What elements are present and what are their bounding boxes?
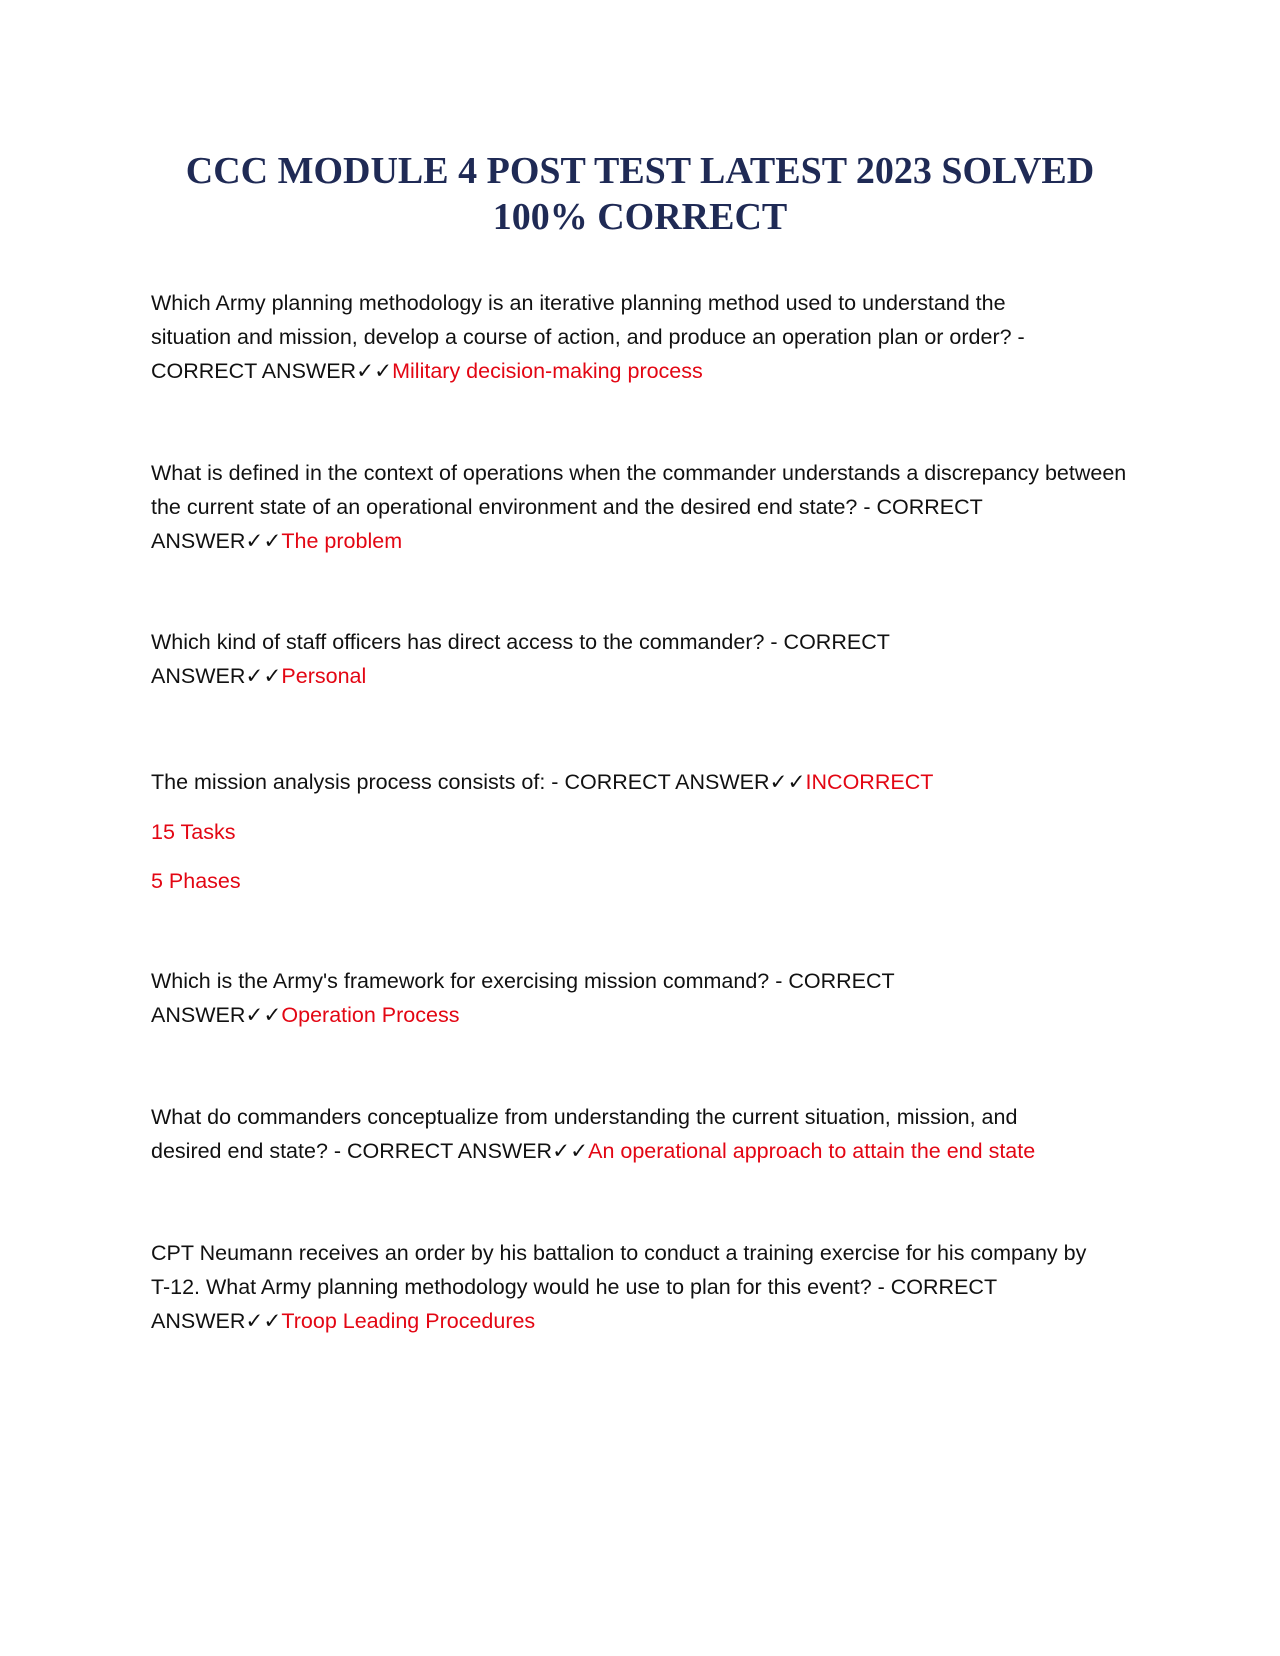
check-icon: ✓✓ bbox=[245, 1309, 282, 1333]
question-text: Which kind of staff officers has direct access to the commander? - bbox=[151, 630, 784, 654]
answer-text: Personal bbox=[281, 664, 367, 688]
qa-item-4 bbox=[151, 765, 1141, 799]
question-text: What is defined in the context of operations when the commander understands a discrepancy between the current state of an operational environment and the desired end state? - bbox=[151, 461, 1127, 519]
answer-text: Operation Process bbox=[281, 1003, 460, 1027]
title-line-1: CCC MODULE 4 POST TEST LATEST 2023 SOLVED bbox=[185, 150, 1095, 192]
answer-extra-line-2: 5 Phases bbox=[151, 869, 241, 893]
answer-text: Troop Leading Procedures bbox=[281, 1309, 536, 1333]
correct-answer-label: CORRECT ANSWER bbox=[151, 630, 890, 688]
answer-text: An operational approach to attain the end state bbox=[588, 1139, 1036, 1163]
question-text: The mission analysis process consists of: - bbox=[151, 770, 565, 794]
qa-item-3 bbox=[151, 625, 931, 693]
answer-text: INCORRECT bbox=[805, 770, 934, 794]
answer-extra-line-1: 15 Tasks bbox=[151, 820, 236, 844]
qa-item-1 bbox=[151, 286, 1071, 388]
qa-item-2 bbox=[151, 456, 1131, 558]
check-icon: ✓✓ bbox=[552, 1139, 589, 1163]
correct-answer-label: CORRECT ANSWER bbox=[151, 969, 895, 1027]
answer-text: The problem bbox=[281, 529, 403, 553]
question-text: Which Army planning methodology is an iterative planning method used to understand the situation and mission, develop a course of action, and produce an operation plan or order? - bbox=[151, 291, 1025, 349]
document-title bbox=[140, 148, 1140, 240]
correct-answer-label: CORRECT ANSWER bbox=[151, 359, 357, 383]
correct-answer-label: CORRECT ANSWER bbox=[564, 770, 770, 794]
answer-text: Military decision-making process bbox=[392, 359, 703, 383]
check-icon: ✓✓ bbox=[769, 770, 806, 794]
title-line-2: 100% CORRECT bbox=[492, 196, 788, 238]
correct-answer-label: CORRECT ANSWER bbox=[151, 1275, 997, 1333]
question-text: What do commanders conceptualize from understanding the current situation, mission, and desired end state? - bbox=[151, 1105, 1018, 1163]
correct-answer-label: CORRECT ANSWER bbox=[347, 1139, 553, 1163]
correct-answer-label: CORRECT ANSWER bbox=[151, 495, 983, 553]
qa-item-7 bbox=[151, 1236, 1111, 1338]
question-text: Which is the Army's framework for exercising mission command? - bbox=[151, 969, 789, 993]
check-icon: ✓✓ bbox=[245, 529, 282, 553]
qa-item-5 bbox=[151, 964, 941, 1032]
qa-item-6 bbox=[151, 1100, 1081, 1168]
check-icon: ✓✓ bbox=[356, 359, 393, 383]
question-text: CPT Neumann receives an order by his battalion to conduct a training exercise for his company by T-12. What Army planning methodology would he use to plan for this event? - bbox=[151, 1241, 1087, 1299]
check-icon: ✓✓ bbox=[245, 664, 282, 688]
check-icon: ✓✓ bbox=[245, 1003, 282, 1027]
